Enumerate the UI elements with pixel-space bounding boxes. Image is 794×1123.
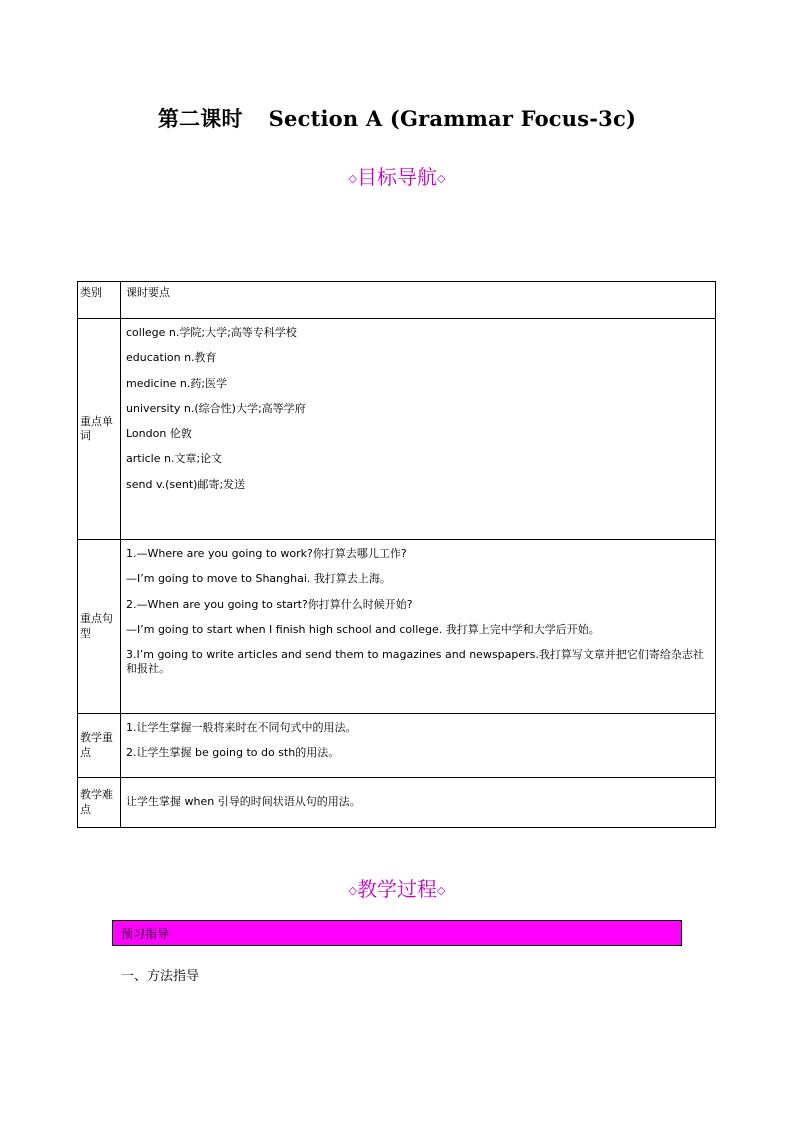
list-item: university n.(综合性)大学;高等学府: [126, 401, 306, 415]
list-item: send v.(sent)邮寄;发送: [126, 477, 246, 491]
list-item: 2.—When are you going to start?你打算什么时候开始?: [126, 597, 413, 611]
list-item: education n.教育: [126, 351, 217, 365]
diamond-right-icon: ◇: [437, 884, 446, 897]
list-item: London 伦敦: [126, 427, 192, 441]
list-item: 3.I’m going to write articles and send them to magazines and newspapers.我打算写文章并把它们寄给杂志社和报社。: [126, 648, 704, 676]
header-content: 课时要点: [121, 282, 716, 319]
lesson-table: [77, 281, 716, 828]
goal-heading-text: 目标导航: [357, 165, 437, 189]
list-item: —I’m going to move to Shanghai. 我打算去上海。: [126, 572, 391, 586]
row-category: 重点单词: [78, 319, 121, 540]
section-title: Section A (Grammar Focus-3c): [268, 106, 637, 131]
goal-heading: [0, 161, 794, 190]
header-category: 类别: [78, 282, 121, 319]
preview-guide-bar: 预习指导: [112, 920, 682, 946]
row-content: [121, 319, 716, 540]
table-row: [78, 540, 716, 714]
page-title: [0, 103, 794, 133]
process-heading-text: 教学过程: [357, 877, 437, 901]
list-item: 1.—Where are you going to work?你打算去哪儿工作?: [126, 547, 407, 560]
row-content: [121, 540, 716, 714]
table-header-row: [78, 282, 716, 319]
row-category: 重点句型: [78, 540, 121, 714]
process-heading: [0, 873, 794, 902]
list-item: 1.让学生掌握一般将来时在不同句式中的用法。: [126, 721, 357, 734]
table-row: [78, 319, 716, 540]
row-content: [121, 778, 716, 828]
table-row: [78, 714, 716, 778]
list-item: college n.学院;大学;高等专科学校: [126, 326, 297, 339]
list-item: 2.让学生掌握 be going to do sth的用法。: [126, 746, 340, 760]
row-content: [121, 714, 716, 778]
method-heading: 一、方法指导: [121, 969, 200, 984]
row-category: 教学重点: [78, 714, 121, 778]
diamond-left-icon: ◇: [348, 884, 357, 897]
row-category: 教学难点: [78, 778, 121, 828]
diamond-left-icon: ◇: [348, 172, 357, 185]
lesson-number: 第二课时: [157, 107, 243, 131]
diamond-right-icon: ◇: [437, 172, 446, 185]
list-item: —I’m going to start when I finish high school and college. 我打算上完中学和大学后开始。: [126, 622, 600, 636]
list-item: article n.文章;论文: [126, 452, 223, 466]
table-row: [78, 778, 716, 828]
list-item: 让学生掌握 when 引导的时间状语从句的用法。: [126, 794, 361, 808]
list-item: medicine n.药;医学: [126, 376, 228, 390]
